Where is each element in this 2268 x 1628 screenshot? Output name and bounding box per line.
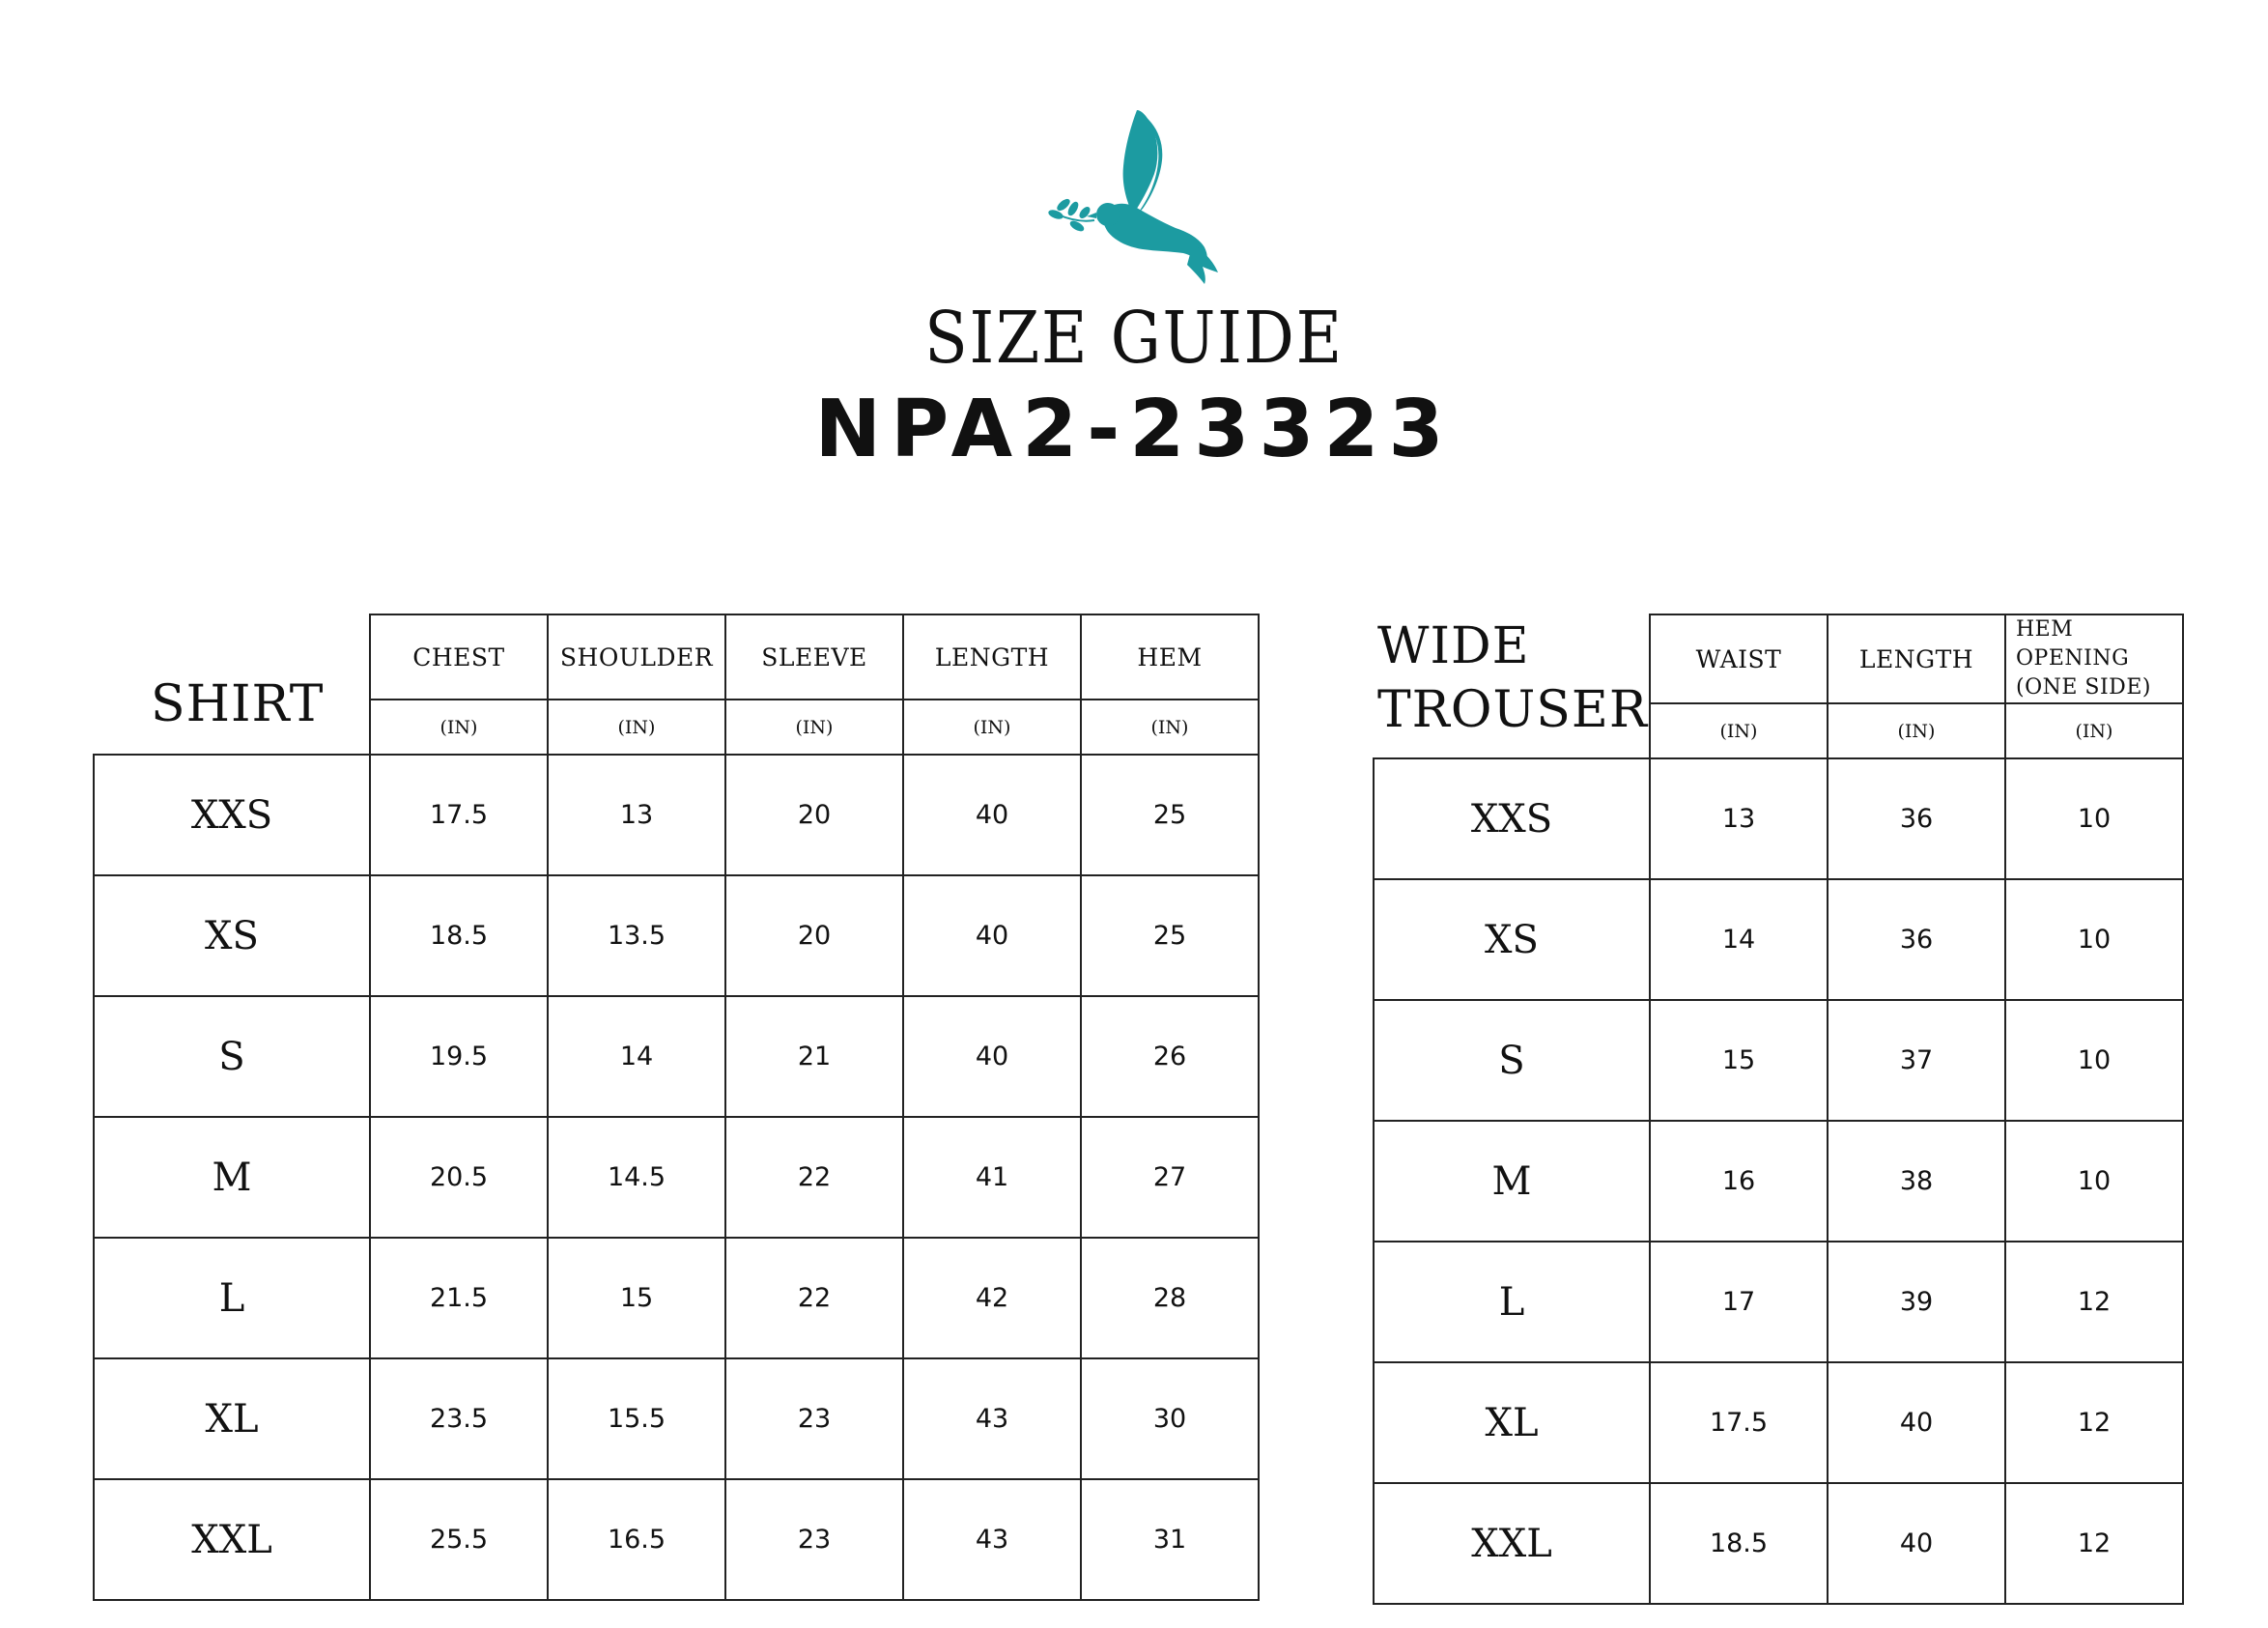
table-cell: 13 [1650, 758, 1828, 879]
table-row [1374, 1000, 2183, 1121]
hem-opening-sublabel: (ONE SIDE) [2016, 675, 2151, 700]
trouser-title-line1: WIDE [1377, 617, 1530, 675]
table-cell: 21.5 [370, 1238, 548, 1358]
shirt-col-length: LENGTH [903, 614, 1081, 700]
product-code: NPA2-23323 [814, 384, 1454, 475]
page-title: SIZE GUIDE [924, 297, 1344, 380]
size-label: L [1374, 1242, 1650, 1362]
trouser-unit: (IN) [1828, 703, 2005, 758]
size-label: XXS [94, 755, 370, 875]
size-label: XS [94, 875, 370, 996]
table-cell: 20 [725, 875, 903, 996]
table-row [94, 875, 1259, 996]
size-label: XXL [1374, 1483, 1650, 1604]
shirt-unit: (IN) [725, 700, 903, 755]
table-cell: 12 [2005, 1242, 2183, 1362]
table-cell: 36 [1828, 758, 2005, 879]
table-cell: 39 [1828, 1242, 2005, 1362]
table-cell: 16 [1650, 1121, 1828, 1242]
dove-logo-icon [1048, 106, 1232, 304]
table-cell: 41 [903, 1117, 1081, 1238]
trouser-col-waist: WAIST [1650, 614, 1828, 703]
table-cell: 27 [1081, 1117, 1259, 1238]
table-cell: 13.5 [548, 875, 725, 996]
table-cell: 40 [903, 875, 1081, 996]
table-cell: 20.5 [370, 1117, 548, 1238]
table-cell: 26 [1081, 996, 1259, 1117]
table-cell: 20 [725, 755, 903, 875]
table-row [94, 996, 1259, 1117]
table-cell: 25 [1081, 755, 1259, 875]
size-label: L [94, 1238, 370, 1358]
shirt-col-chest: CHEST [370, 614, 548, 700]
trouser-title-line2: TROUSER [1377, 681, 1649, 739]
table-cell: 15.5 [548, 1358, 725, 1479]
shirt-col-hem: HEM [1081, 614, 1259, 700]
table-cell: 23 [725, 1358, 903, 1479]
table-cell: 10 [2005, 879, 2183, 1000]
table-cell: 19.5 [370, 996, 548, 1117]
table-cell: 23 [725, 1479, 903, 1600]
table-cell: 36 [1828, 879, 2005, 1000]
table-row [94, 1117, 1259, 1238]
table-row [1374, 758, 2183, 879]
table-row [1374, 1483, 2183, 1604]
table-cell: 21 [725, 996, 903, 1117]
table-cell: 15 [548, 1238, 725, 1358]
table-row [1374, 1121, 2183, 1242]
table-row [94, 1358, 1259, 1479]
table-cell: 22 [725, 1238, 903, 1358]
size-label: S [1374, 1000, 1650, 1121]
table-cell: 42 [903, 1238, 1081, 1358]
table-cell: 31 [1081, 1479, 1259, 1600]
shirt-table-title: SHIRT [151, 675, 325, 733]
size-label: XL [94, 1358, 370, 1479]
shirt-size-table [93, 614, 1260, 1601]
size-label: S [94, 996, 370, 1117]
shirt-unit: (IN) [548, 700, 725, 755]
table-cell: 40 [1828, 1362, 2005, 1483]
table-cell: 17.5 [370, 755, 548, 875]
table-cell: 12 [2005, 1362, 2183, 1483]
shirt-unit: (IN) [1081, 700, 1259, 755]
table-cell: 13 [548, 755, 725, 875]
table-cell: 37 [1828, 1000, 2005, 1121]
table-cell: 14 [548, 996, 725, 1117]
shirt-unit: (IN) [903, 700, 1081, 755]
shirt-title-cell [94, 614, 370, 755]
table-cell: 25.5 [370, 1479, 548, 1600]
table-cell: 22 [725, 1117, 903, 1238]
table-cell: 14.5 [548, 1117, 725, 1238]
table-cell: 10 [2005, 758, 2183, 879]
table-cell: 14 [1650, 879, 1828, 1000]
table-cell: 12 [2005, 1483, 2183, 1604]
table-cell: 40 [1828, 1483, 2005, 1604]
shirt-col-shoulder: SHOULDER [548, 614, 725, 700]
shirt-col-sleeve: SLEEVE [725, 614, 903, 700]
trouser-col-length: LENGTH [1828, 614, 2005, 703]
table-cell: 10 [2005, 1000, 2183, 1121]
trouser-title-cell [1374, 614, 1650, 758]
table-cell: 38 [1828, 1121, 2005, 1242]
hem-opening-label: HEM OPENING [2016, 617, 2130, 671]
table-row [94, 1238, 1259, 1358]
table-cell: 18.5 [1650, 1483, 1828, 1604]
table-cell: 17.5 [1650, 1362, 1828, 1483]
table-row [94, 755, 1259, 875]
table-cell: 23.5 [370, 1358, 548, 1479]
table-cell: 10 [2005, 1121, 2183, 1242]
table-cell: 17 [1650, 1242, 1828, 1362]
size-label: M [1374, 1121, 1650, 1242]
trouser-unit: (IN) [1650, 703, 1828, 758]
table-cell: 28 [1081, 1238, 1259, 1358]
shirt-unit: (IN) [370, 700, 548, 755]
size-label: XXS [1374, 758, 1650, 879]
size-label: XXL [94, 1479, 370, 1600]
table-row [94, 1479, 1259, 1600]
table-cell: 43 [903, 1358, 1081, 1479]
table-cell: 30 [1081, 1358, 1259, 1479]
table-cell: 18.5 [370, 875, 548, 996]
table-cell: 43 [903, 1479, 1081, 1600]
table-row [1374, 879, 2183, 1000]
table-cell: 16.5 [548, 1479, 725, 1600]
table-row [1374, 1362, 2183, 1483]
table-cell: 40 [903, 755, 1081, 875]
size-label: XL [1374, 1362, 1650, 1483]
size-label: XS [1374, 879, 1650, 1000]
table-cell: 25 [1081, 875, 1259, 996]
table-cell: 40 [903, 996, 1081, 1117]
table-row [1374, 1242, 2183, 1362]
table-cell: 15 [1650, 1000, 1828, 1121]
trouser-unit: (IN) [2005, 703, 2183, 758]
trouser-size-table [1373, 614, 2184, 1605]
trouser-col-hem-opening [2005, 614, 2183, 703]
size-label: M [94, 1117, 370, 1238]
